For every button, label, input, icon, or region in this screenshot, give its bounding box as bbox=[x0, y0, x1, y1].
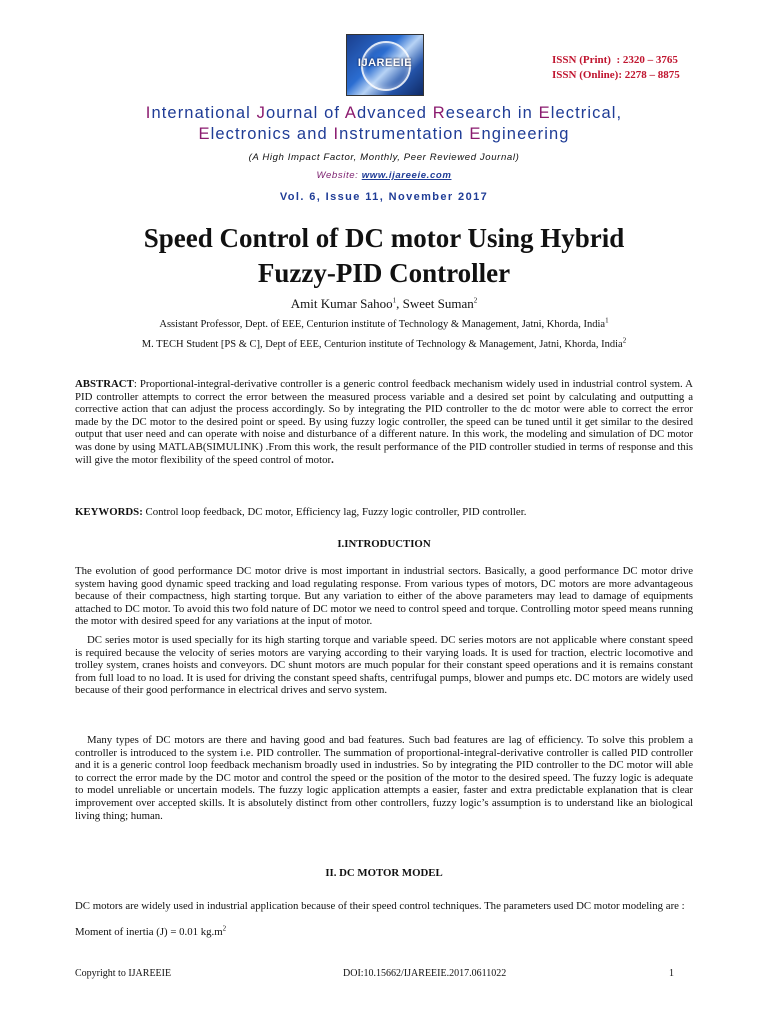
inertia-parameter: Moment of inertia (J) = 0.01 $kg.m^2$ bbox=[75, 924, 227, 938]
abstract: ABSTRACT: Proportional-integral-derivative controller is a generic control feedback mechanism widely used in industrial control system. A PID controller attempts to correct the error between the measured process variable and a desired set point by calculating and outputting a corrective action that can adjust the process accordingly. So by integrating the PID controller to the dc motor were able to correct the error made by the DC motor to the desired point or speed. By using fuzzy logic controller, the speed can be tuned until it get similar to the desired output that user need and can operate with noise and disturbance of a different nature. In this work, the modeling and simulation of DC motor was done by using MATLAB(SIMULINK) .From this work, the result performance of the PID controller studied in terms of response and this will give the motor flexibility of the speed control of motor. bbox=[75, 378, 693, 466]
journal-name-line2: Electronics and Instrumentation Engineering bbox=[198, 125, 570, 143]
issn-online: ISSN (Online): 2278 – 8875 bbox=[552, 69, 680, 81]
journal-logo bbox=[346, 34, 424, 96]
intro-paragraph-1: The evolution of good performance DC motor drive is most important in industrial sectors. Basically, a good performance DC motor drive system having good dynamic speed tracking and load regulating response. From various types of motors, DC motors are more advantageous because of their compactness, high starting torque. But any variation to either of the above parameters may lead to damage of equipments attached to DC motor. To avoid this two fold nature of DC motor we need to control speed and torque. Controlling motor speed means running the motor with desired speed for any variations at the input of motor. bbox=[75, 565, 693, 628]
affiliation-1: Assistant Professor, Dept. of EEE, Centurion institute of Technology & Management, Jatni, Khorda, India$^1$ bbox=[159, 316, 609, 330]
volume-issue: Vol. 6, Issue 11, November 2017 bbox=[279, 191, 489, 203]
keywords: KEYWORDS: Control loop feedback, DC motor, Efficiency lag, Fuzzy logic controller, PID controller. bbox=[75, 506, 527, 518]
journal-subtitle: (A High Impact Factor, Monthly, Peer Reviewed Journal) bbox=[248, 152, 520, 163]
title-line-1: Speed Control of DC motor Using Hybrid bbox=[143, 223, 625, 253]
footer-page-number: 1 bbox=[669, 968, 674, 979]
title-line-2: Fuzzy-PID Controller bbox=[257, 258, 511, 288]
affiliation-2: M. TECH Student [PS & C], Dept of EEE, Centurion institute of Technology & Management, Jatni, Khorda, India$^2$ bbox=[141, 336, 627, 350]
footer-doi: DOI:10.15662/IJAREEIE.2017.0611022 bbox=[343, 968, 507, 979]
footer-copyright: Copyright to IJAREEIE bbox=[75, 968, 172, 979]
intro-paragraph-2: DC series motor is used specially for its high starting torque and variable speed. DC series motors are not applicable where constant speed is required because the velocity of series motors are varying according to their varying loads. It is used for traction, electric locomotive and trolley system, cranes hoists and conveyors. DC shunt motors are much popular for their constant speed operations and it is remains constant from full load to no load. It is used for driving the constant speed shafts, centrifugal pumps, blower and pumps etc. DC motors are widely used because of their good performance in electrical drives and servo system. bbox=[75, 634, 693, 697]
website-link[interactable]: www.ijareeie.com bbox=[361, 170, 452, 181]
model-paragraph: DC motors are widely used in industrial application because of their speed control techniques. The parameters used DC motor modeling are : bbox=[75, 900, 685, 912]
journal-name-line1: International Journal of Advanced Research in Electrical, bbox=[145, 104, 623, 122]
section-heading-introduction: I.INTRODUCTION bbox=[337, 538, 431, 550]
issn-print: ISSN (Print) : 2320 – 3765 bbox=[552, 54, 678, 66]
section-heading-dc-motor-model: II. DC MOTOR MODEL bbox=[325, 867, 443, 879]
authors: Amit Kumar Sahoo$^1$, Sweet Suman$^2$ bbox=[290, 296, 478, 311]
paper-title bbox=[0, 221, 768, 291]
logo-text: IJAREEIE bbox=[357, 57, 413, 69]
intro-paragraph-3: Many types of DC motors are there and having good and bad features. Such bad features are lag of efficiency. To solve this problem a controller is introduced to the system i.e. PID controller. The summation of proportional-integral-derivative controller is called PID controller and it is a generic control loop feedback mechanism broadly used in industries. So by integrating the PID controller to the DC motor will able to correct the error made by the DC motor and control the speed or the position of the motor to the desired speed. The fuzzy logic is adequate to model unreliable or uncertain models. The fuzzy logic application attempts a easier, faster and extra predictable explanation that is clear improvement over accepted skills. It is absolutely distinct from other controllers, fuzzy logic’s assumption is to understand like an biological living thing; human. bbox=[75, 734, 693, 822]
author-1: Amit Kumar Sahoo bbox=[290, 296, 393, 311]
journal-website: Website: www.ijareeie.com bbox=[316, 170, 452, 181]
author-2: Sweet Suman bbox=[402, 296, 474, 311]
